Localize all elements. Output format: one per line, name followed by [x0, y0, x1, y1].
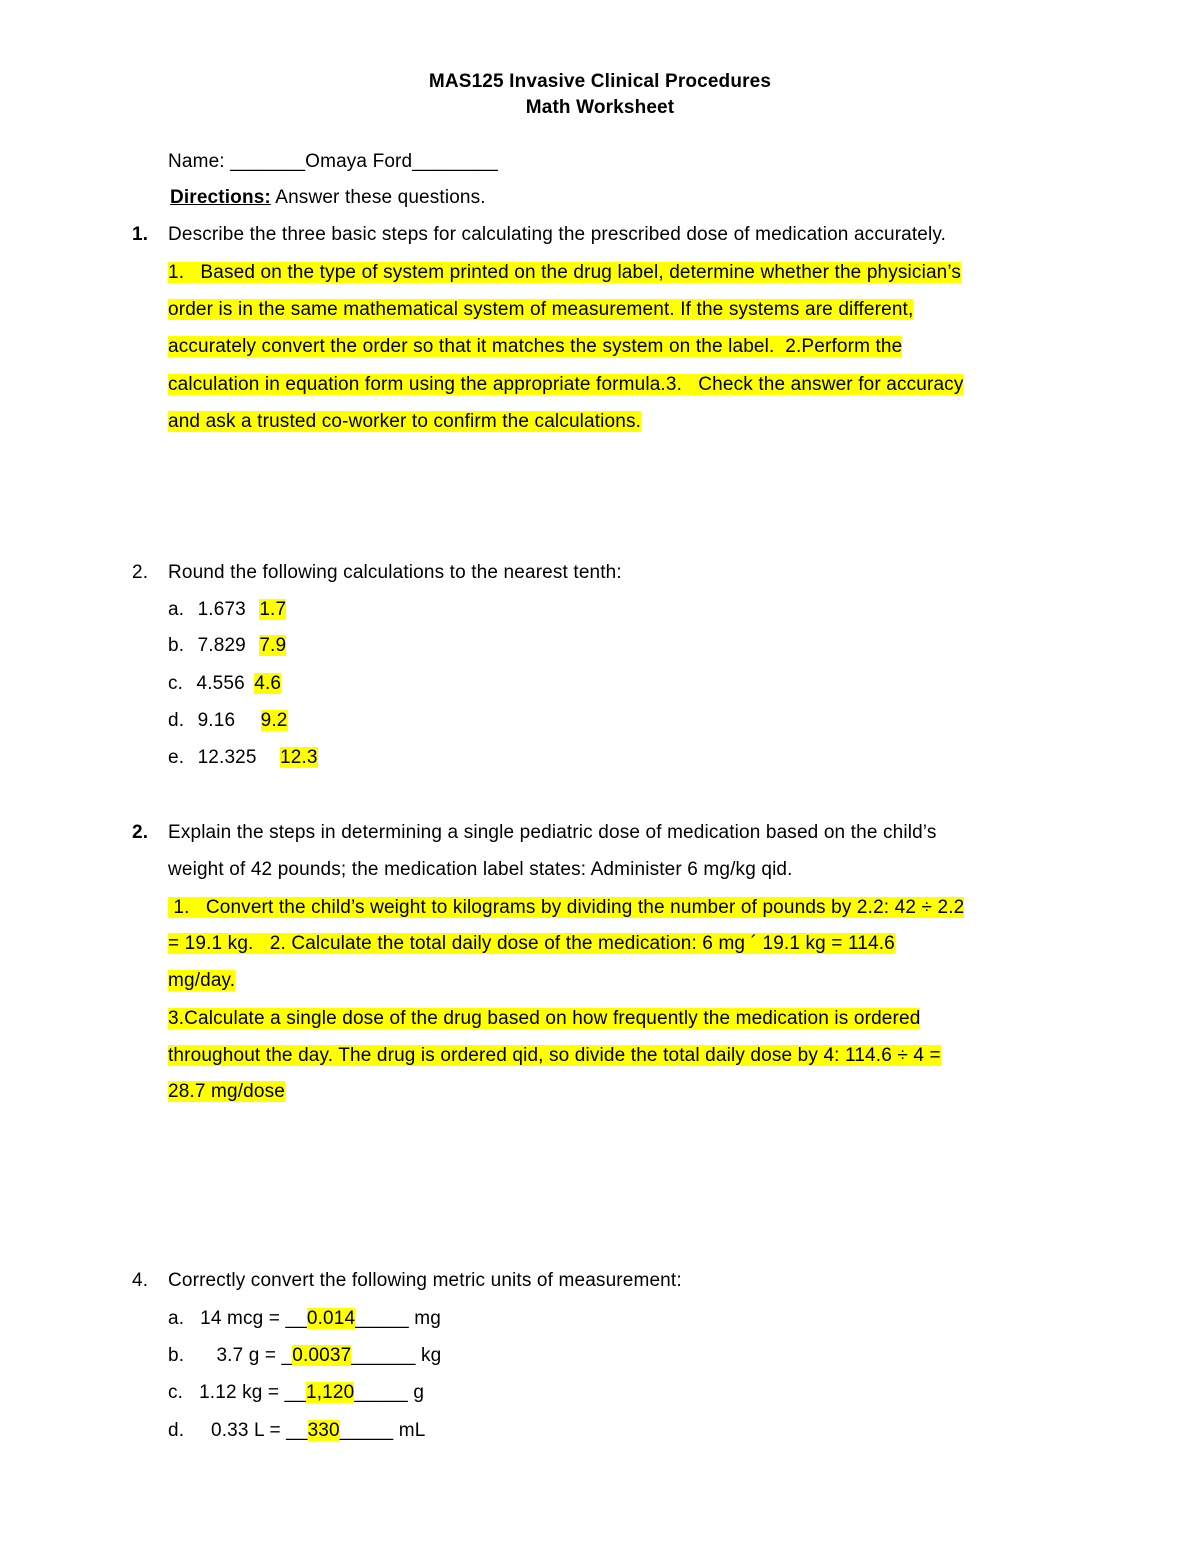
q2-item-letter: e. — [168, 747, 185, 768]
q1-answer-line — [168, 410, 641, 434]
q3-answer-line — [168, 896, 964, 920]
worksheet-subtitle: Math Worksheet — [525, 97, 675, 118]
q3-question-line: Explain the steps in determining a single pediatric dose of medication based on the child’s — [168, 822, 937, 843]
q3-answer-line — [168, 1044, 941, 1068]
q3-answer-text: = 19.1 kg. 2. Calculate the total daily dose of the medication: 6 mg ´ 19.1 kg = 114.6 — [168, 933, 895, 954]
q4-item-prefix: 1.12 kg = __ — [199, 1382, 307, 1403]
q4-item-suffix: ______ kg — [351, 1345, 442, 1366]
q1-answer-text: and ask a trusted co-worker to confirm the calculations. — [168, 411, 642, 432]
q4-item-letter: b. — [168, 1345, 185, 1366]
q4-item-answer: 0.0037 — [292, 1345, 352, 1366]
q4-question: Correctly convert the following metric units of measurement: — [168, 1270, 682, 1291]
q2-item-answer: 12.3 — [280, 747, 318, 768]
q3-answer-text: 28.7 mg/dose — [168, 1081, 285, 1102]
q3-answer-text: 1. Convert the child’s weight to kilograms by dividing the number of pounds by 2.2: 42 ÷ 2.2 — [168, 897, 965, 918]
q3-answer-text: throughout the day. The drug is ordered qid, so divide the total daily dose by 4: 114.6 ÷ 4 = — [168, 1045, 941, 1066]
q1-answer-line — [168, 261, 961, 285]
q3-question-line: weight of 42 pounds; the medication label states: Administer 6 mg/kg qid. — [168, 859, 793, 880]
q2-item-answer: 1.7 — [259, 599, 287, 620]
q2-item — [168, 672, 281, 696]
q3-answer-line — [168, 1007, 920, 1031]
q1-answer-text: 1. Based on the type of system printed on the drug label, determine whether the physician’s — [168, 262, 962, 283]
directions-line — [170, 186, 486, 210]
q3-answer-text: 3.Calculate a single dose of the drug based on how frequently the medication is ordered — [168, 1008, 921, 1029]
q4-item-suffix: _____ mL — [339, 1420, 426, 1441]
q3-answer-line — [168, 1080, 285, 1104]
q2-item — [168, 746, 318, 770]
q4-item — [168, 1419, 425, 1443]
q2-item-value: 1.673 — [197, 599, 246, 620]
q2-item — [168, 634, 286, 658]
q4-item-prefix: 0.33 L = __ — [200, 1420, 308, 1441]
student-name-line: Name: _______Omaya Ford________ — [168, 151, 498, 172]
q3-answer-text: mg/day. — [168, 970, 236, 991]
q4-number: 4. — [132, 1270, 149, 1291]
q2-item-answer: 9.2 — [260, 710, 288, 731]
q2-question: Round the following calculations to the nearest tenth: — [168, 562, 622, 583]
q4-item — [168, 1381, 424, 1405]
q1-answer-line — [168, 373, 963, 397]
q4-item-answer: 0.014 — [306, 1308, 356, 1329]
q3-answer-line — [168, 932, 895, 956]
q3-number: 2. — [132, 822, 149, 843]
q2-item — [168, 598, 286, 622]
q4-item-answer: 330 — [307, 1420, 340, 1441]
q2-item-answer: 4.6 — [254, 673, 282, 694]
q1-answer-text: order is in the same mathematical system of measurement. If the systems are different, — [168, 299, 914, 320]
q1-number: 1. — [132, 224, 149, 245]
q4-item-suffix: _____ mg — [355, 1308, 441, 1329]
q4-item-letter: a. — [168, 1308, 185, 1329]
q4-item-answer: 1,120 — [306, 1382, 355, 1403]
q1-answer-text: accurately convert the order so that it matches the system on the label. 2.Perform the — [168, 336, 903, 357]
q4-item — [168, 1307, 441, 1331]
q2-item-value: 7.829 — [197, 635, 246, 656]
directions-label: Directions: — [170, 187, 271, 208]
course-title: MAS125 Invasive Clinical Procedures — [428, 71, 772, 92]
q4-item-prefix: 3.7 g = _ — [200, 1345, 293, 1366]
q4-item-suffix: _____ g — [354, 1382, 425, 1403]
directions-text: Answer these questions. — [270, 187, 486, 208]
q3-answer-line — [168, 969, 235, 993]
q1-answer-line — [168, 298, 913, 322]
q1-answer-line — [168, 335, 902, 359]
q2-item-answer: 7.9 — [259, 635, 287, 656]
q2-item-letter: d. — [168, 710, 185, 731]
q4-item — [168, 1344, 441, 1368]
q1-answer-text: calculation in equation form using the appropriate formula.3. Check the answer for accuracy — [168, 374, 964, 395]
q2-item — [168, 709, 288, 733]
q2-item-value: 12.325 — [197, 747, 257, 768]
q2-item-letter: c. — [168, 673, 184, 694]
q4-item-letter: c. — [168, 1382, 184, 1403]
q2-number: 2. — [132, 562, 149, 583]
q2-item-value: 9.16 — [197, 710, 236, 731]
q4-item-letter: d. — [168, 1420, 185, 1441]
q1-question: Describe the three basic steps for calculating the prescribed dose of medication accurately. — [168, 224, 947, 245]
q2-item-letter: a. — [168, 599, 185, 620]
q2-item-value: 4.556 — [196, 673, 245, 694]
q2-item-letter: b. — [168, 635, 185, 656]
q4-item-prefix: 14 mcg = __ — [200, 1308, 307, 1329]
